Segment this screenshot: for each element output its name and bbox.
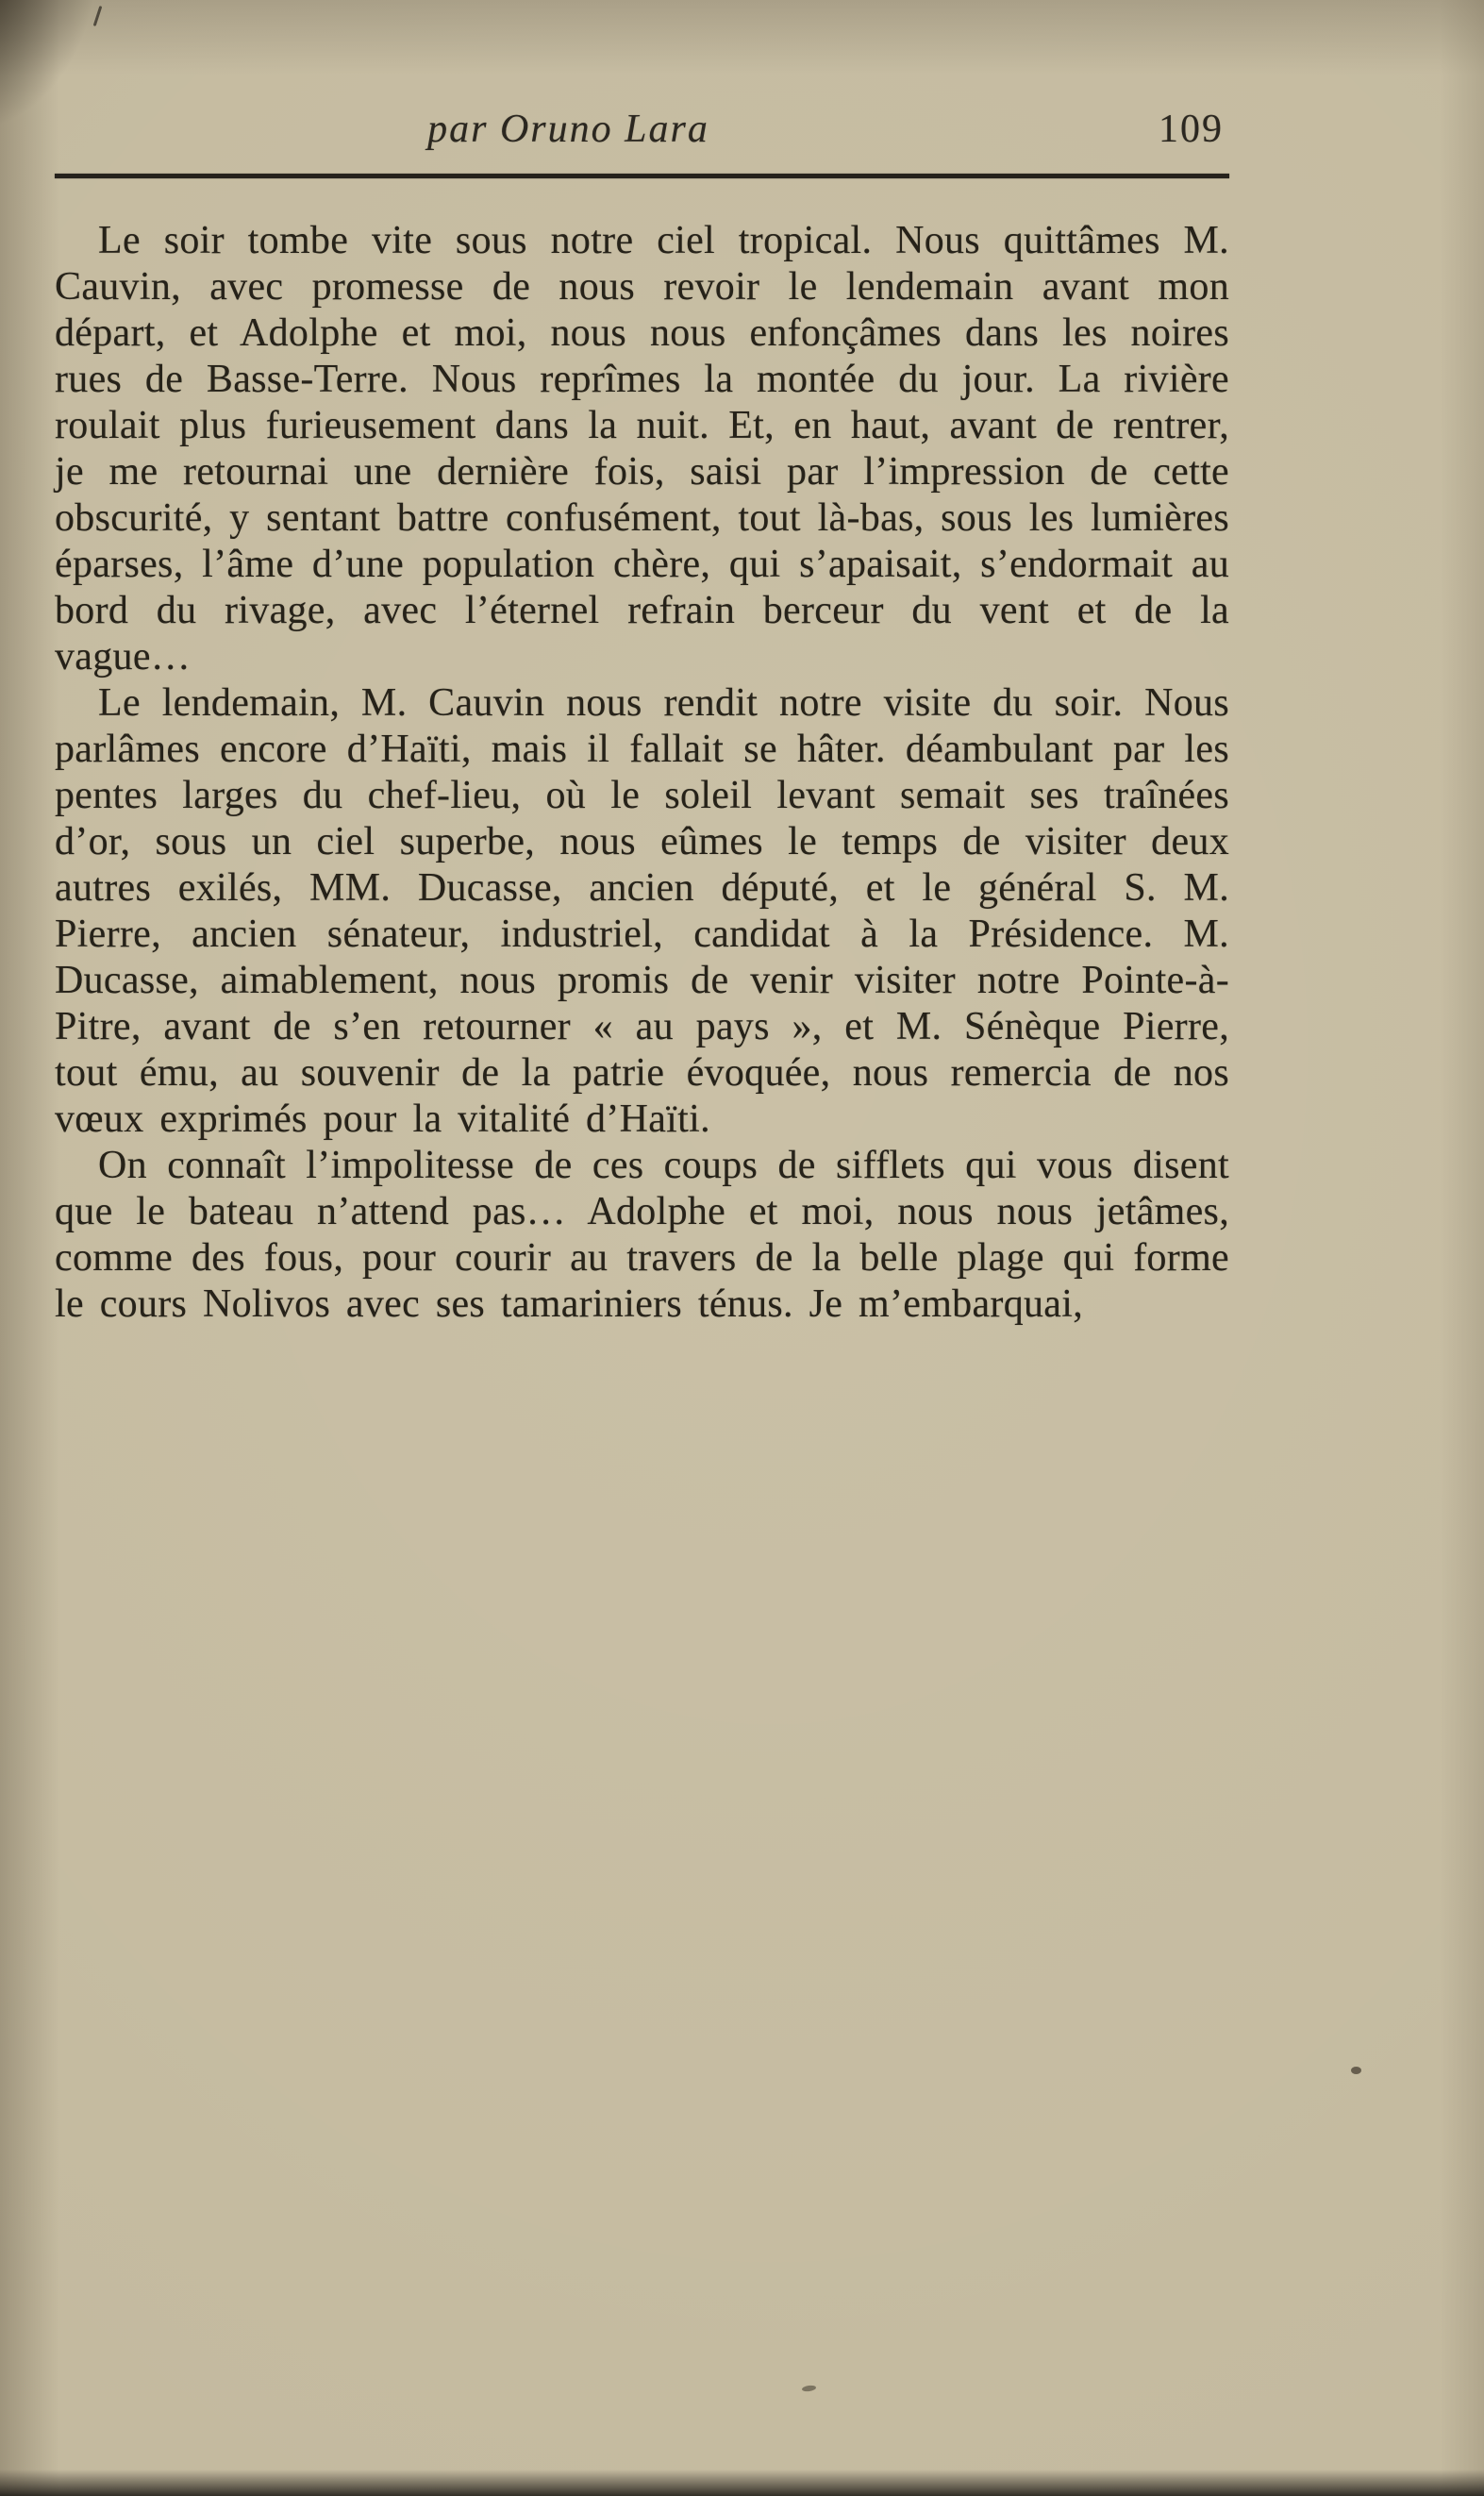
- paragraph-2: Le lendemain, M. Cauvin nous rendit notre visite du soir. Nous parlâmes encore d’Haïti, mais il fallait se hâter. déambulant par les pentes larges du chef-lieu, où le soleil levant semait ses traînées d’or, sous un ciel superbe, nous eûmes le temps de visiter deux autres exilés, MM. Ducasse, ancien député, et le général S. M. Pierre, ancien sénateur, industriel, candidat à la Présidence. M. Ducasse, aimablement, nous promis de venir visiter notre Pointe-à-Pitre, avant de s’en retourner « au pays », et M. Sénèque Pierre, tout ému, au souvenir de la patrie évoquée, nous remercia de nos vœux exprimés pour la vitalité d’Haïti.: [55, 681, 1229, 1141]
- paragraph-1: Le soir tombe vite sous notre ciel tropical. Nous quittâmes M. Cauvin, avec promesse de nous revoir le lendemain avant mon départ, et Adolphe et moi, nous nous enfonçâmes dans les noires rues de Basse-Terre. Nous reprîmes la montée du jour. La rivière roulait plus furieusement dans la nuit. Et, en haut, avant de rentrer, je me retournai une dernière fois, saisi par l’impression de cette obscurité, y sentant battre confusément, tout là-bas, sous les lumières éparses, l’âme d’une population chère, qui s’apaisait, s’endormait au bord du rivage, avec l’éternel refrain berceur du vent et de la vague…: [55, 219, 1229, 678]
- paragraph-3: On connaît l’impolitesse de ces coups de sifflets qui vous disent que le bateau n’attend pas… Adolphe et moi, nous nous jetâmes, comme des fous, pour courir au travers de la belle plage qui forme le cours Nolivos avec ses tamariniers ténus. Je m’embarquai,: [55, 1144, 1229, 1326]
- scan-artifact-bottom-edge-shadow: [0, 2470, 1484, 2496]
- scan-artifact-speck: [802, 2385, 817, 2392]
- page-number: 109: [1159, 108, 1224, 151]
- body-text: [55, 218, 1229, 1328]
- header-divider-rule: [55, 174, 1229, 178]
- scan-artifact-speck: [1351, 2067, 1361, 2074]
- page-content: [55, 106, 1229, 1328]
- running-header: [55, 106, 1229, 159]
- running-title: par Oruno Lara: [427, 108, 709, 151]
